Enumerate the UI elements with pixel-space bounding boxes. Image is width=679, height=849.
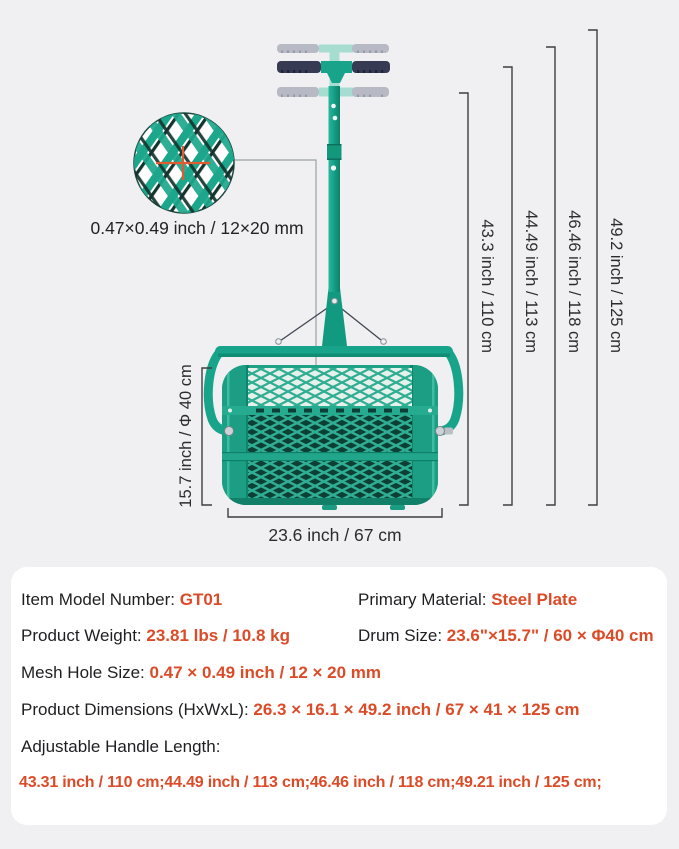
spec-product-weight [21,626,290,646]
dim-label-118cm: 46.46 inch / 118 cm [565,210,583,353]
spec-mesh-hole [21,663,381,683]
spec-mesh-hole-label: Mesh Hole Size: [21,663,150,682]
spec-item-model-value: GT01 [179,590,223,609]
spec-handle-length-label [21,737,220,757]
spec-item-model-label: Item Model Number: [21,590,180,609]
spec-product-weight-value: 23.81 lbs / 10.8 kg [146,626,291,645]
adjustment-hole [333,116,338,121]
handle-position-top-ghost [277,44,389,53]
dim-line-125cm [588,30,597,505]
spec-primary-material [358,590,577,610]
adjustment-hole [331,104,336,109]
dim-line-118cm [546,47,555,505]
axle-bolt-left [225,427,234,436]
handle-pole [322,86,347,346]
spec-drum-size-label: Drum Size: [358,626,447,645]
stay-bolt [332,298,338,304]
callout-leader-line [234,160,316,365]
spec-mesh-hole-value: 0.47 × 0.49 inch / 12 × 20 mm [149,663,382,682]
spec-primary-material-label: Primary Material: [358,590,492,609]
dim-label-drum-width: 23.6 inch / 67 cm [268,525,402,545]
spec-dimensions [21,700,579,720]
spreader-drum [222,365,438,510]
dim-label-113cm: 44.49 inch / 113 cm [522,210,540,353]
spec-panel [11,567,667,825]
axle-bolt-right [436,427,445,436]
spec-dimensions-value: 26.3 × 16.1 × 49.2 inch / 67 × 41 × 125 cm [253,700,580,719]
spec-drum-size-value: 23.6"×15.7" / 60 × Φ40 cm [446,626,654,645]
dim-line-110cm [459,93,468,505]
spec-primary-material-value: Steel Plate [491,590,578,609]
handle-position-current [277,61,390,83]
spec-handle-length-label-text: Adjustable Handle Length: [21,737,221,756]
dim-label-125cm: 49.2 inch / 125 cm [607,218,625,353]
dim-label-drum-height: 15.7 inch / Φ 40 cm [177,364,195,508]
spec-dimensions-label: Product Dimensions (HxWxL): [21,700,254,719]
drum-mesh-bottom [248,461,412,502]
adjustment-hole [331,165,336,170]
spec-drum-size [358,626,654,646]
dim-label-110cm: 43.3 inch / 110 cm [478,219,496,353]
spec-product-weight-label: Product Weight: [21,626,147,645]
drum-mesh-top [248,368,412,406]
dim-line-113cm [503,67,512,505]
drum-mesh-middle [248,415,412,452]
mesh-size-callout-label: 0.47×0.49 inch / 12×20 mm [90,218,304,238]
spec-handle-length-values: 43.31 inch / 110 cm;44.49 inch / 113 cm;46.46 inch / 118 cm;49.21 inch / 125 cm; [19,774,602,791]
spec-item-model [21,590,222,610]
